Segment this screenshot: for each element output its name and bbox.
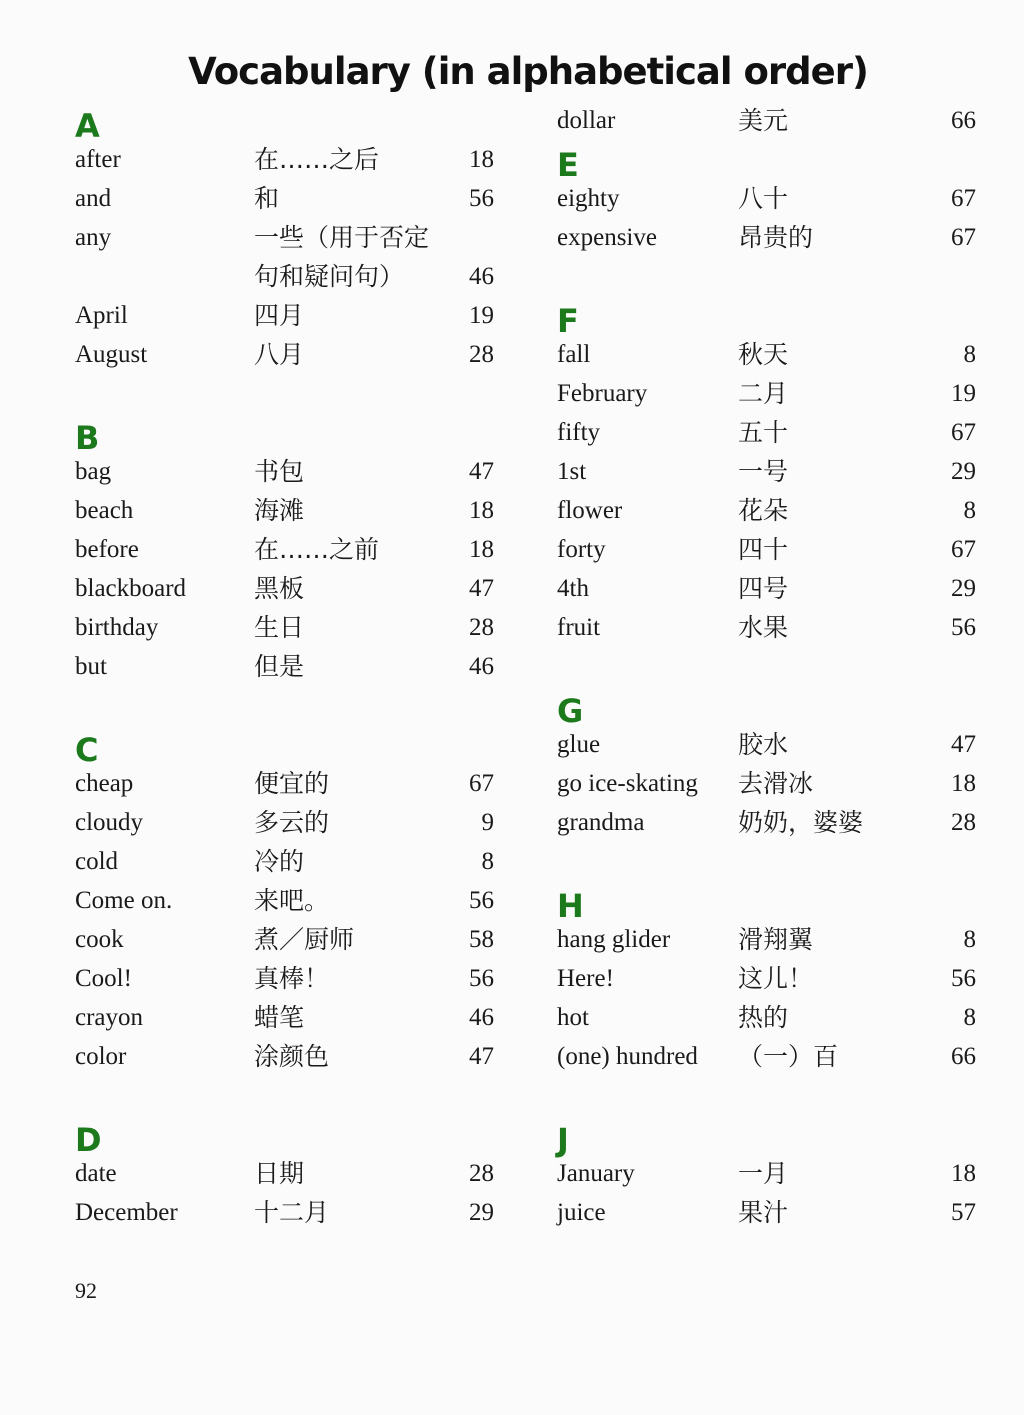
vocabulary-entry [75,881,500,920]
page-reference: 28 [951,809,976,836]
vocabulary-entry [557,998,982,1037]
page-reference: 56 [951,965,976,992]
page-reference: 47 [951,731,976,758]
section-letter-heading: G [557,692,584,730]
chinese-meaning: 二月 [738,379,789,408]
chinese-meaning: 昂贵的 [738,223,814,252]
vocabulary-entry [75,140,500,179]
vocabulary-entry [557,1037,982,1076]
vocabulary-entry [557,569,982,608]
chinese-meaning: 十二月 [254,1198,330,1227]
english-word: date [75,1160,117,1187]
vocabulary-entry [75,803,500,842]
chinese-meaning: 四十 [738,535,789,564]
english-word: cold [75,848,119,875]
page-reference: 47 [469,575,494,602]
english-word: birthday [75,614,159,641]
english-word: color [75,1043,127,1070]
english-word: Here! [557,965,614,992]
english-word: hot [557,1004,589,1031]
english-word: 4th [557,575,589,602]
vocabulary-entry [75,569,500,608]
english-word: beach [75,497,134,524]
vocabulary-entry [75,257,500,296]
section-spacer [75,686,500,725]
page-reference: 57 [951,1199,976,1226]
chinese-meaning: 海滩 [254,496,305,525]
english-word: dollar [557,107,616,134]
english-word: blackboard [75,575,187,602]
section-letter-heading: A [75,107,100,145]
english-word: go ice-skating [557,770,698,797]
chinese-meaning: 书包 [254,457,305,486]
english-word: crayon [75,1004,144,1031]
english-word: Cool! [75,965,132,992]
english-word: August [75,341,148,368]
vocabulary-entry [75,920,500,959]
chinese-meaning: 便宜的 [254,769,330,798]
english-word: fall [557,341,591,368]
page-reference: 29 [951,458,976,485]
english-word: grandma [557,809,645,836]
chinese-meaning: 热的 [738,1003,789,1032]
chinese-meaning: 在……之前 [254,535,380,564]
section-spacer [75,1076,500,1115]
vocabulary-entry [75,335,500,374]
vocabulary-entry [75,647,500,686]
english-word: January [557,1160,635,1187]
vocabulary-entry [75,296,500,335]
page-reference: 29 [469,1199,494,1226]
page-reference: 56 [951,614,976,641]
page-reference: 67 [951,224,976,251]
page-reference: 67 [469,770,494,797]
chinese-meaning: 这儿！ [738,964,814,993]
page-reference: 46 [469,653,494,680]
english-word: December [75,1199,178,1226]
chinese-meaning: 水果 [738,613,789,642]
page-reference: 29 [951,575,976,602]
page-reference: 9 [481,809,494,836]
page-reference: 8 [963,1004,976,1031]
english-word: cook [75,926,124,953]
english-word: cloudy [75,809,144,836]
page-reference: 58 [469,926,494,953]
english-word: after [75,146,121,173]
chinese-meaning: 黑板 [254,574,305,603]
chinese-meaning: 美元 [738,106,789,135]
page-title: Vocabulary (in alphabetical order) [188,50,868,93]
english-word: flower [557,497,623,524]
vocabulary-entry [557,218,982,257]
page-reference: 67 [951,185,976,212]
chinese-meaning: 一些（用于否定 [254,223,430,252]
english-word: 1st [557,458,587,485]
section-spacer [557,1076,982,1115]
english-word: hang glider [557,926,671,953]
vocabulary-entry [75,491,500,530]
chinese-meaning: 冷的 [254,847,305,876]
vocabulary-entry [557,413,982,452]
page-reference: 18 [469,536,494,563]
chinese-meaning: 奶奶，婆婆 [738,808,864,837]
vocabulary-entry [75,1193,500,1232]
chinese-meaning: 去滑冰 [738,769,814,798]
section-letter-heading: J [557,1121,569,1159]
vocabulary-entry [557,1154,982,1193]
page-reference: 19 [469,302,494,329]
section-letter-heading: C [75,731,99,769]
vocabulary-entry [75,1154,500,1193]
section-letter-heading: B [75,419,100,457]
english-word: April [75,302,128,329]
chinese-meaning: 滑翔翼 [738,925,814,954]
vocabulary-entry [75,998,500,1037]
english-word: juice [557,1199,606,1226]
vocabulary-entry [557,920,982,959]
page-reference: 28 [469,341,494,368]
vocabulary-entry [557,608,982,647]
section-spacer [75,374,500,413]
vocabulary-entry [75,179,500,218]
vocabulary-entry [557,530,982,569]
english-word: fruit [557,614,601,641]
page-number: 92 [75,1278,97,1303]
chinese-meaning: 生日 [254,613,305,642]
vocabulary-entry [557,335,982,374]
page-reference: 8 [481,848,494,875]
vocabulary-entry [557,101,982,140]
chinese-meaning: 多云的 [254,808,330,837]
english-word: forty [557,536,606,563]
english-word: expensive [557,224,657,251]
english-word: (one) hundred [557,1043,698,1070]
vocabulary-column-right [557,101,982,1232]
page-reference: 46 [469,263,494,290]
page-reference: 47 [469,1043,494,1070]
section-letter-heading: E [557,146,579,184]
page-reference: 19 [951,380,976,407]
chinese-meaning: 句和疑问句） [254,262,405,291]
page-reference: 8 [963,341,976,368]
chinese-meaning: 日期 [254,1159,305,1188]
section-letter-heading: F [557,302,579,340]
chinese-meaning: 真棒！ [254,964,330,993]
vocabulary-entry [557,374,982,413]
vocabulary-entry [557,179,982,218]
english-word: before [75,536,139,563]
vocabulary-entry [75,452,500,491]
english-word: glue [557,731,601,758]
chinese-meaning: 一号 [738,457,789,486]
english-word: Come on. [75,887,173,914]
chinese-meaning: 花朵 [738,496,789,525]
chinese-meaning: 涂颜色 [254,1042,330,1071]
vocabulary-entry [75,530,500,569]
vocabulary-entry [75,608,500,647]
vocabulary-entry [557,803,982,842]
english-word: cheap [75,770,134,797]
english-word: February [557,380,648,407]
page-reference: 8 [963,497,976,524]
english-word: but [75,653,107,680]
vocabulary-entry [75,764,500,803]
page-reference: 28 [469,1160,494,1187]
vocabulary-entry [557,764,982,803]
page-reference: 67 [951,419,976,446]
chinese-meaning: 秋天 [738,340,789,369]
section-spacer [557,842,982,881]
chinese-meaning: 蜡笔 [254,1003,305,1032]
vocabulary-entry [557,491,982,530]
vocabulary-entry [557,1193,982,1232]
section-spacer [557,647,982,686]
chinese-meaning: 来吧。 [254,886,330,915]
page-reference: 18 [951,1160,976,1187]
english-word: eighty [557,185,620,212]
page-reference: 18 [951,770,976,797]
vocabulary-entry [75,959,500,998]
chinese-meaning: 四月 [254,301,305,330]
vocabulary-entry [75,1037,500,1076]
vocabulary-entry [557,959,982,998]
vocabulary-entry [557,452,982,491]
chinese-meaning: 果汁 [738,1198,789,1227]
chinese-meaning: 但是 [254,652,305,681]
chinese-meaning: 四号 [738,574,789,603]
page-reference: 46 [469,1004,494,1031]
section-letter-heading: H [557,887,584,925]
chinese-meaning: 八月 [254,340,305,369]
vocabulary-entry [75,218,500,257]
page-reference: 66 [951,107,976,134]
section-spacer [557,257,982,296]
vocabulary-entry [75,842,500,881]
page-reference: 47 [469,458,494,485]
chinese-meaning: （一）百 [738,1042,839,1071]
chinese-meaning: 八十 [738,184,789,213]
page-reference: 56 [469,185,494,212]
page-reference: 28 [469,614,494,641]
page-reference: 56 [469,887,494,914]
vocabulary-column-left [75,101,500,1232]
english-word: bag [75,458,112,485]
page-reference: 18 [469,146,494,173]
chinese-meaning: 和 [254,184,280,213]
page-reference: 66 [951,1043,976,1070]
vocabulary-entry [557,725,982,764]
chinese-meaning: 煮／厨师 [254,925,355,954]
chinese-meaning: 五十 [738,418,789,447]
section-letter-heading: D [75,1121,102,1159]
chinese-meaning: 一月 [738,1159,789,1188]
chinese-meaning: 胶水 [738,730,789,759]
page-reference: 67 [951,536,976,563]
english-word: fifty [557,419,601,446]
chinese-meaning: 在……之后 [254,145,380,174]
page-reference: 18 [469,497,494,524]
page-reference: 8 [963,926,976,953]
page-reference: 56 [469,965,494,992]
english-word: and [75,185,112,212]
english-word: any [75,224,112,251]
